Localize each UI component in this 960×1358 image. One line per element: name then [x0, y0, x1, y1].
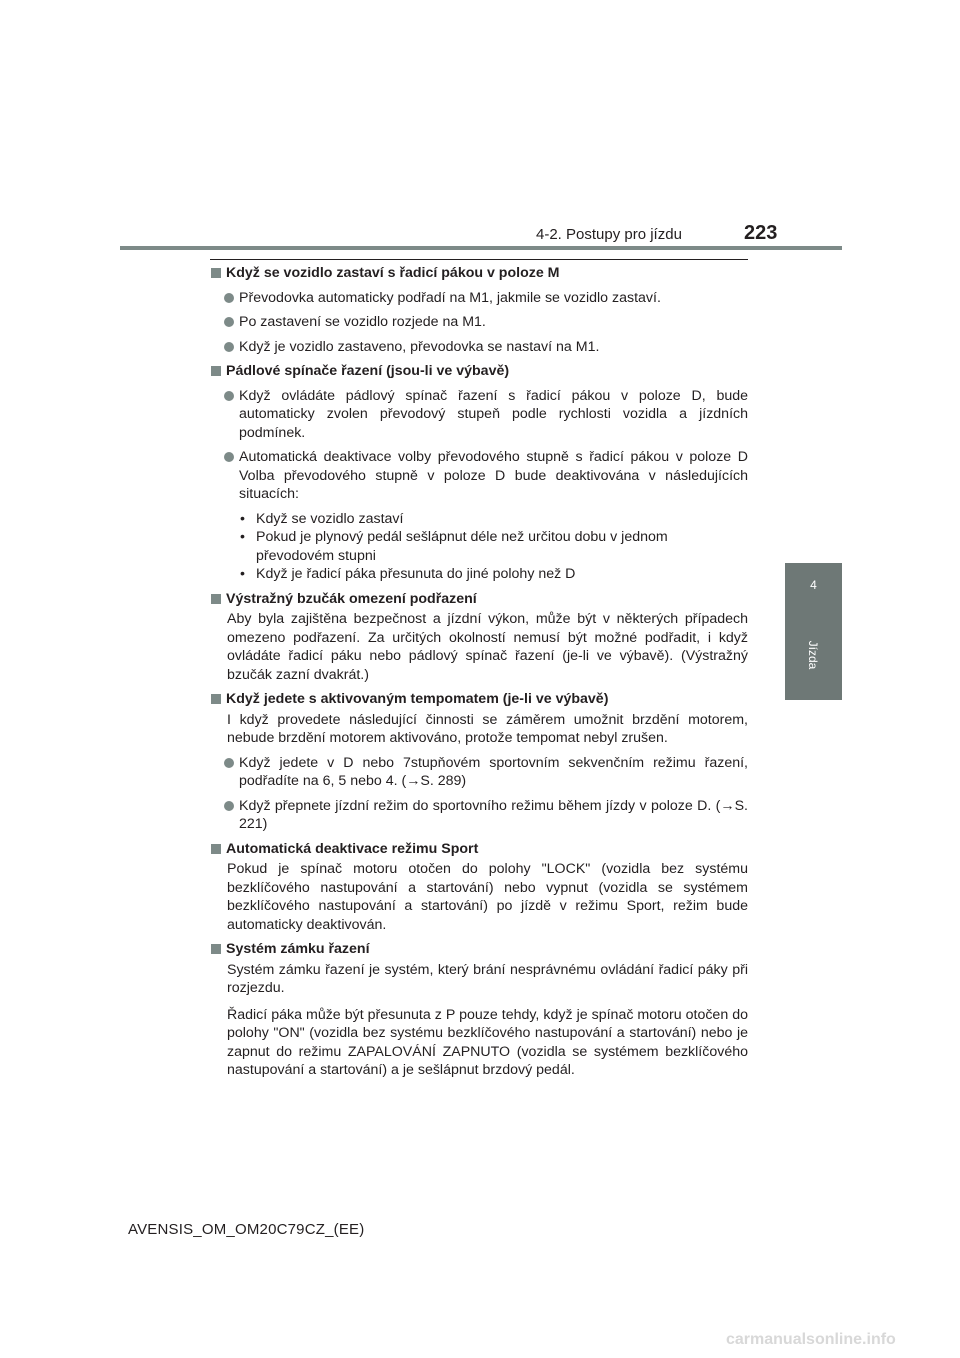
section-heading: Systém zámku řazení	[210, 940, 748, 959]
paragraph: I když provedete následující činnosti se záměrem umožnit brzdění motorem, nebude brzdění motorem aktivováno, protože tempomat nebyl zrušen.	[227, 711, 748, 746]
section-heading: Když jedete s aktivovaným tempomatem (je-li ve výbavě)	[210, 690, 748, 709]
round-bullet-icon	[224, 293, 234, 303]
bullet-item: Když přepnete jízdní režim do sportovního režimu během jízdy v poloze D. (→S. 221)	[210, 797, 748, 834]
chapter-tab-number: 4	[810, 578, 817, 592]
bullet-item: Když je vozidlo zastaveno, převodovka se nastaví na M1.	[210, 338, 748, 357]
square-bullet-icon	[211, 268, 221, 278]
square-bullet-icon	[211, 366, 221, 376]
page-number: 223	[744, 222, 778, 244]
round-bullet-icon	[224, 317, 234, 327]
bullet-item: Převodovka automaticky podřadí na M1, jakmile se vozidlo zastaví.	[210, 289, 748, 308]
paragraph: Řadicí páka může být přesunuta z P pouze tehdy, když je spínač motoru otočen do polohy "ON" (vozidla bez systému bezklíčového nastupování a startování) nebo je zapnut do režimu ZAPALOVÁNÍ ZAPNUTO (vozidla se systémem bezklíčového nastupování a startování) a je sešlápnut brzdový pedál.	[227, 1006, 748, 1078]
document-code: AVENSIS_OM_OM20C79CZ_(EE)	[128, 1221, 365, 1238]
round-bullet-icon	[224, 342, 234, 352]
content-top-rule	[210, 259, 748, 260]
round-bullet-icon	[224, 758, 234, 768]
bullet-item: Když jedete v D nebo 7stupňovém sportovním sekvenčním režimu řazení, podřadíte na 6, 5 nebo 4. (→S. 289)	[210, 754, 748, 791]
section-heading: Když se vozidlo zastaví s řadicí pákou v poloze M	[210, 264, 748, 283]
paragraph: Systém zámku řazení je systém, který brání nesprávnému ovládání řadicí páky při rozjezdu.	[227, 961, 748, 996]
bullet-item: Po zastavení se vozidlo rozjede na M1.	[210, 313, 748, 332]
square-bullet-icon	[211, 944, 221, 954]
bullet-item: Automatická deaktivace volby převodového stupně s řadicí pákou v poloze D Volba převodového stupně v poloze D bude deaktivována v následujících situacích:	[210, 448, 748, 504]
round-bullet-icon	[224, 801, 234, 811]
section-heading: Pádlové spínače řazení (jsou-li ve výbavě)	[210, 362, 748, 381]
sub-list	[210, 510, 748, 584]
section-heading: Výstražný bzučák omezení podřazení	[210, 590, 748, 609]
watermark: carmanualsonline.info	[726, 1331, 896, 1348]
section-heading: Automatická deaktivace režimu Sport	[210, 840, 748, 859]
bullet-item: Když ovládáte pádlový spínač řazení s řadicí pákou v poloze D, bude automaticky zvolen převodový stupeň podle rychlosti vozidla a jízdních podmínek.	[210, 387, 748, 443]
page-content	[210, 264, 748, 1080]
round-bullet-icon	[224, 391, 234, 401]
square-bullet-icon	[211, 594, 221, 604]
paragraph: Pokud je spínač motoru otočen do polohy "LOCK" (vozidla bez systému bezklíčového nastupování a startování) nebo vypnut (vozidla se systémem bezklíčového nastupování a startování) po jízdě v režimu Sport, režim bude automaticky deaktivován.	[227, 861, 748, 933]
square-bullet-icon	[211, 844, 221, 854]
round-bullet-icon	[224, 452, 234, 462]
sub-list-item: • Pokud je plynový pedál sešlápnut déle než určitou dobu v jednom převodovém stupni	[240, 529, 668, 564]
header-section-title: 4-2. Postupy pro jízdu	[536, 226, 682, 243]
header-rule	[120, 246, 842, 250]
square-bullet-icon	[211, 694, 221, 704]
sub-list-item: • Když je řadicí páka přesunuta do jiné polohy než D	[240, 566, 576, 582]
sub-list-item: • Když se vozidlo zastaví	[240, 510, 404, 527]
paragraph: Aby byla zajištěna bezpečnost a jízdní výkon, může být v některých případech omezeno podřazení. Za určitých okolností nemusí být možné podřadit, i když ovládáte řadicí páku nebo pádlový spínač řazení (je-li ve výbavě). (Výstražný bzučák zazní dvakrát.)	[227, 611, 748, 683]
chapter-tab-label: Jízda	[806, 640, 820, 670]
